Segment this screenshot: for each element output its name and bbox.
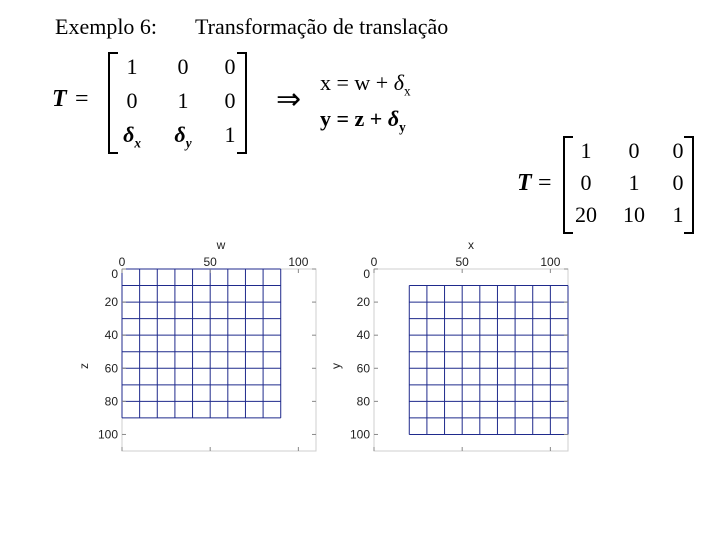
grid-plot-2 [329, 238, 568, 451]
x-axis-label: x [468, 238, 474, 252]
y-axis-label: y [329, 363, 343, 369]
x-tick-label: 100 [288, 255, 309, 269]
y-tick-label: 60 [104, 361, 118, 376]
matrix-2-equals: = [538, 170, 552, 196]
matrix-1-cell: $\delta_y$ [174, 122, 192, 151]
y-tick-label: 80 [356, 394, 370, 409]
matrix-2-cell: 0 [628, 138, 640, 163]
matrix-2-cell: 1 [672, 202, 684, 227]
y-tick-label: 60 [356, 361, 370, 376]
x-tick-label: 0 [370, 255, 378, 269]
matrix-1-symbol: T [52, 86, 67, 112]
page-title: Transformação de translação [195, 14, 449, 39]
matrix-2-cell: 1 [580, 138, 592, 163]
plot-frame [374, 269, 568, 451]
matrix-1-cell: 0 [177, 54, 189, 79]
matrix-1-cell: 0 [224, 88, 236, 113]
matrix-2-cell: 20 [575, 202, 597, 227]
x-axis-label: w [216, 238, 226, 252]
y-tick-label: 40 [104, 328, 118, 343]
y-tick-label: 100 [349, 427, 370, 442]
y-tick-label: 40 [356, 328, 370, 343]
matrix-1-cell: 1 [126, 54, 138, 79]
matrix-2-cell: 1 [628, 170, 640, 195]
y-tick-label: 0 [363, 267, 370, 281]
implies-arrow: ⇒ [276, 83, 302, 116]
y-tick-label: 20 [104, 295, 118, 310]
matrix-2-cell: 0 [580, 170, 592, 195]
example-label: Exemplo 6: [55, 14, 158, 39]
x-tick-label: 100 [540, 255, 561, 269]
x-tick-label: 50 [455, 255, 469, 269]
matrix-1-cell: $\delta_x$ [123, 122, 141, 151]
matrix-2-cell: 0 [672, 138, 684, 163]
x-tick-label: 50 [203, 255, 217, 269]
x-tick-label: 0 [118, 255, 126, 269]
plot-frame [122, 269, 316, 451]
matrix-1-cell: 0 [126, 88, 138, 113]
y-axis-label: z [77, 363, 91, 369]
matrix-2-symbol: T [517, 170, 532, 196]
equation-2: $y = z + \delta_y$ [320, 106, 406, 135]
matrix-1-cell: 0 [224, 54, 236, 79]
equation-1: $x = w + \delta_x$ [320, 70, 411, 99]
grid-plot-1 [77, 238, 316, 451]
y-tick-label: 100 [97, 427, 118, 442]
matrix-2-cell: 0 [672, 170, 684, 195]
matrix-2-cell: 10 [623, 202, 645, 227]
matrix-1-cell: 1 [224, 122, 236, 147]
y-tick-label: 80 [104, 394, 118, 409]
y-tick-label: 0 [111, 267, 118, 281]
y-tick-label: 20 [356, 295, 370, 310]
matrix-1-cell: 1 [177, 88, 189, 113]
matrix-1-equals: = [75, 86, 89, 112]
